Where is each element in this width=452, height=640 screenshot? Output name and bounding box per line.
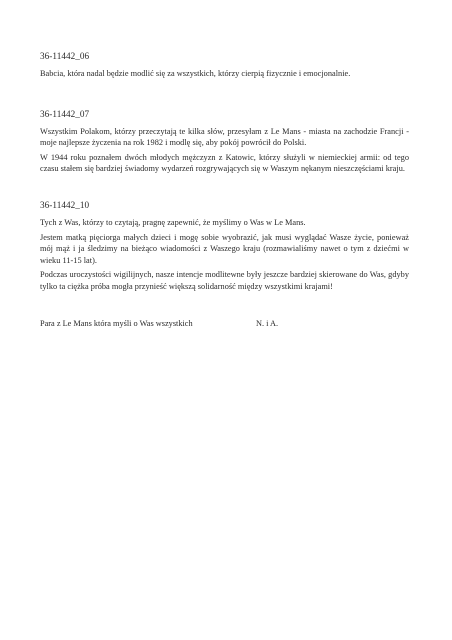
- entry-id: 36-11442_10: [40, 199, 90, 210]
- entry-paragraph: Wszystkim Polakom, którzy przeczytają te kilka słów, przesyłam z Le Mans - miasta na zachodzie Francji - moje najlepsze życzenia na rok 1982 i modlę się, aby pokój powrócił do Polski.: [40, 126, 409, 148]
- entry-36-11442-07: [40, 108, 409, 175]
- entry-36-11442-06: [40, 50, 409, 80]
- entry-id: 36-11442_07: [40, 108, 90, 119]
- entry-paragraph: Podczas uroczystości wigilijnych, nasze intencje modlitewne były jeszcze bardziej skierowane do Was, gdyby tylko ta ciężka próba mogła przynieść większą solidarność między wszystkimi krajami!: [40, 270, 409, 291]
- entry-paragraph: Babcia, która nadal będzie modlić się za wszystkich, którzy cierpią fizycznie i emocjonalnie.: [40, 69, 351, 78]
- entry-36-11442-10: [40, 199, 409, 293]
- entry-paragraph: W 1944 roku poznałem dwóch młodych mężczyzn z Katowic, którzy służyli w niemieckiej armii: od tego czasu stałem się bardziej świadomy wydarzeń rozgrywających się w Waszym nękanym nieszczęściami kraju.: [40, 152, 409, 174]
- entry-paragraph: Jestem matką pięciorga małych dzieci i mogę sobie wyobrazić, jak musi wyglądać Wasze życie, ponieważ mój mąż i ja śledzimy na bieżąco wiadomości z Waszego kraju (rozmawialiśmy nawet o tym z dziećmi w wieku 11-15 lat).: [40, 232, 409, 265]
- signature-initials: N. i A.: [256, 318, 279, 328]
- signature-text: Para z Le Mans która myśli o Was wszystkich: [40, 318, 193, 328]
- document-page: [40, 50, 409, 330]
- signature-line: [40, 318, 409, 330]
- entry-id: 36-11442_06: [40, 51, 90, 61]
- entry-paragraph: Tych z Was, którzy to czytają, pragnę zapewnić, że myślimy o Was w Le Mans.: [40, 217, 306, 227]
